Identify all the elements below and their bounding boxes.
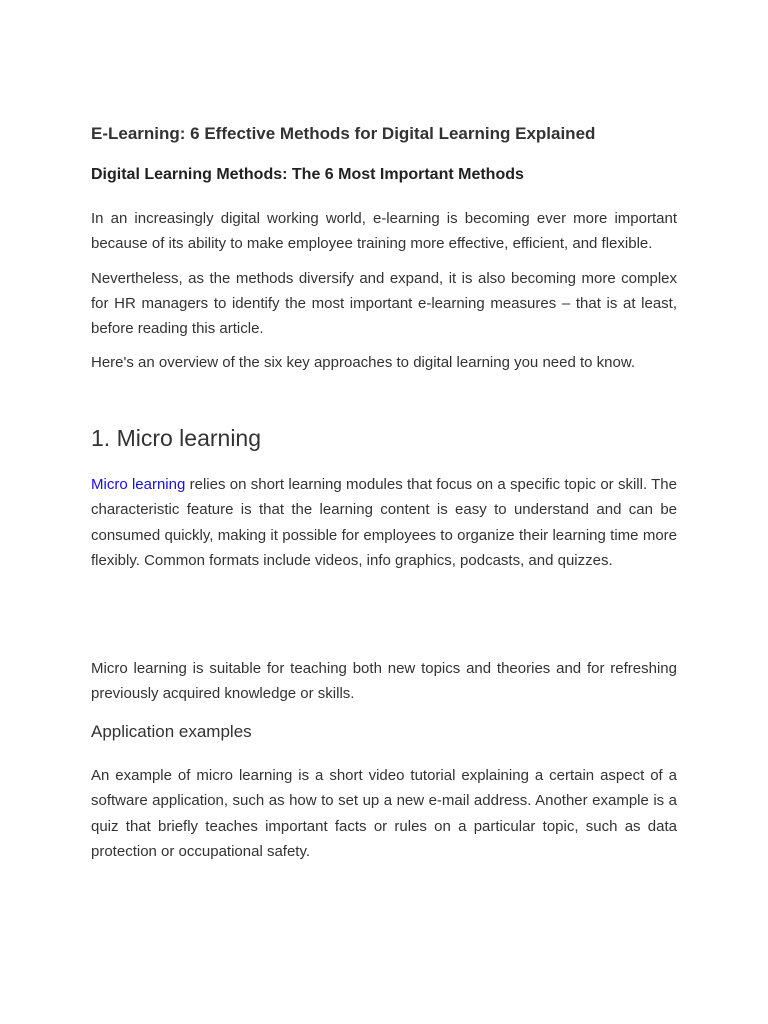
application-examples-heading: Application examples <box>91 722 252 741</box>
article-title: E-Learning: 6 Effective Methods for Digital Learning Explained <box>91 124 596 143</box>
article-subtitle: Digital Learning Methods: The 6 Most Important Methods <box>91 166 524 183</box>
micro-learning-paragraph-2: Micro learning is suitable for teaching both new topics and theories and for refreshing previously acquired knowledge or skills. <box>91 660 677 703</box>
intro-paragraph-1: In an increasingly digital working world, e-learning is becoming ever more important because of its ability to make employee training more effective, efficient, and flexible. <box>91 210 677 253</box>
section-heading-micro-learning: 1. Micro learning <box>91 425 262 451</box>
micro-learning-paragraph <box>91 472 677 573</box>
micro-learning-paragraph-text: relies on short learning modules that focus on a specific topic or skill. The characteristic feature is that the learning content is easy to understand and can be consumed quickly, making it possible for employees to organize their learning time more flexibly. Common formats include videos, info graphics, podcasts, and quizzes. <box>91 476 677 569</box>
micro-learning-link[interactable]: Micro learning <box>91 476 186 493</box>
application-examples-paragraph: An example of micro learning is a short video tutorial explaining a certain aspect of a software application, such as how to set up a new e-mail address. Another example is a quiz that briefly teaches important facts or rules on a particular topic, such as data protection or occupational safety. <box>91 767 677 860</box>
intro-paragraph-3: Here's an overview of the six key approaches to digital learning you need to know. <box>91 354 636 371</box>
intro-paragraph-2: Nevertheless, as the methods diversify and expand, it is also becoming more complex for HR managers to identify the most important e-learning measures – that is at least, before reading this article. <box>91 269 677 338</box>
